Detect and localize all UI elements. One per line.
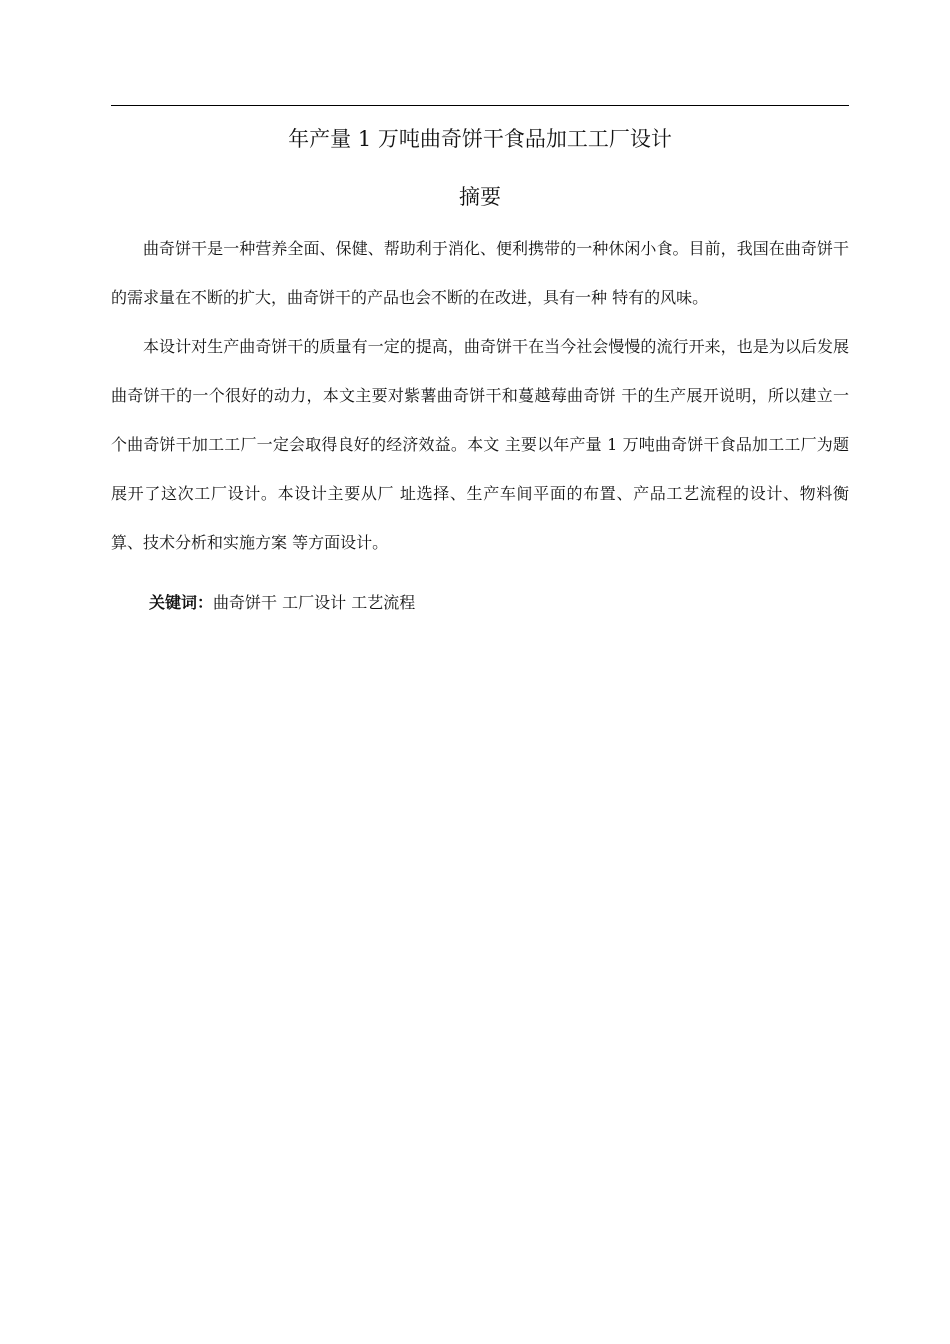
abstract-paragraph-2 <box>111 322 849 567</box>
paragraph-text: 曲奇饼干是一种营养全面、保健、帮助利于消化、便利携带的一种休闲小食。目前，我国在曲奇饼干的需求量在不断的扩大，曲奇饼干的产品也会不断的在改进，具有一种 特有的风味。 <box>111 239 849 307</box>
document-title: 年产量 1 万吨曲奇饼干食品加工工厂设计 <box>288 127 672 151</box>
keywords-line <box>149 590 415 616</box>
keywords-label: 关键词： <box>149 593 214 612</box>
paragraph-text: 本设计对生产曲奇饼干的质量有一定的提高，曲奇饼干在当今社会慢慢的流行开来，也是为以后发展曲奇饼干的一个很好的动力，本文主要对紫薯曲奇饼干和蔓越莓曲奇饼 干的生产展开说明，所以建立一个曲奇饼干加工工厂一定会取得良好的经济效益。本文 主要以年产量 1 万吨曲奇饼干食品加工工厂为题展开了这次工厂设计。本设计主要从厂 址选择、生产车间平面的布置、产品工艺流程的设计、物料衡算、技术分析和实施方案 等方面设计。 <box>111 337 849 552</box>
keywords-value: 曲奇饼干 工厂设计 工艺流程 <box>213 593 416 612</box>
header-rule <box>111 105 849 106</box>
abstract-heading: 摘要 <box>459 185 501 209</box>
abstract-paragraph-1 <box>111 224 849 322</box>
